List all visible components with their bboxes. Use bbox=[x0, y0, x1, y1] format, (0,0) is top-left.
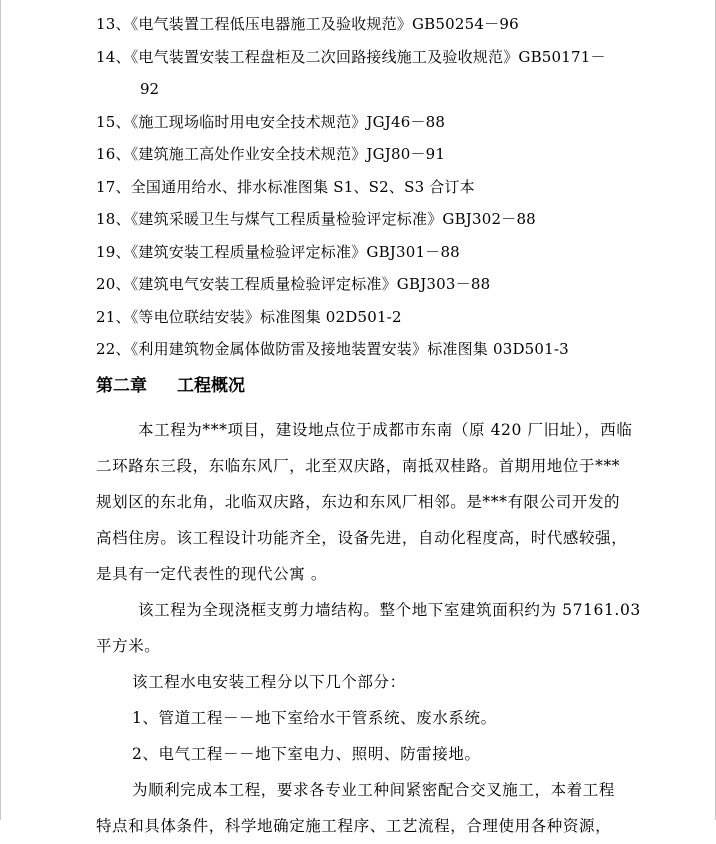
list-item: 1、管道工程－－地下室给水干管系统、废水系统。 bbox=[132, 708, 497, 727]
reference-item: 20、《建筑电气安装工程质量检验评定标准》GBJ303－88 bbox=[96, 275, 491, 293]
reference-item: 16、《建筑施工高处作业安全技术规范》JGJ80－91 bbox=[96, 145, 446, 163]
scope-paragraph bbox=[96, 664, 642, 700]
paragraph-line: 本工程为***项目，建设地点位于成都市东南（原 420 厂旧址），西临 bbox=[138, 420, 633, 439]
reference-item: 14、《电气装置安装工程盘柜及二次回路接线施工及验收规范》GB50171－ bbox=[96, 47, 606, 66]
project-overview-paragraph bbox=[96, 412, 642, 592]
reference-item: 13、《电气装置工程低压电器施工及验收规范》GB50254－96 bbox=[96, 15, 519, 33]
reference-item: 22、《利用建筑物金属体做防雷及接地装置安装》标准图集 03D501-3 bbox=[96, 340, 569, 358]
chapter-heading bbox=[96, 368, 642, 404]
paragraph-line: 该工程为全现浇框支剪力墙结构。整个地下室建筑面积约为 57161.03 bbox=[138, 600, 641, 619]
reference-item: 19、《建筑安装工程质量检验评定标准》GBJ301－88 bbox=[96, 242, 460, 261]
page-left-edge bbox=[0, 0, 1, 820]
paragraph-line: 高档住房。该工程设计功能齐全，设备先进，自动化程度高，时代感较强， bbox=[96, 528, 628, 547]
structure-paragraph bbox=[96, 592, 642, 664]
paragraph-line: 特点和具体条件，科学地确定施工程序、工艺流程，合理使用各种资源， bbox=[96, 816, 612, 835]
construction-paragraph bbox=[96, 772, 642, 844]
paragraph-line: 是具有一定代表性的现代公寓 。 bbox=[96, 564, 327, 583]
scope-list bbox=[96, 700, 642, 772]
document-page bbox=[96, 8, 642, 844]
paragraph-line: 规划区的东北角，北临双庆路，东边和东风厂相邻。是***有限公司开发的 bbox=[96, 492, 621, 511]
reference-item-continuation: 92 bbox=[140, 80, 160, 98]
paragraph-line: 该工程水电安装工程分以下几个部分： bbox=[132, 672, 406, 691]
paragraph-line: 为顺利完成本工程，要求各专业工种间紧密配合交叉施工，本着工程 bbox=[132, 780, 616, 799]
reference-item: 15、《施工现场临时用电安全技术规范》JGJ46－88 bbox=[96, 112, 446, 131]
chapter-title: 工程概况 bbox=[177, 375, 245, 396]
paragraph-line: 二环路东三段，东临东风厂，北至双庆路，南抵双桂路。首期用地位于*** bbox=[96, 456, 621, 475]
list-item: 2、电气工程－－地下室电力、照明、防雷接地。 bbox=[132, 744, 481, 763]
reference-item: 18、《建筑采暖卫生与煤气工程质量检验评定标准》GBJ302－88 bbox=[96, 210, 536, 228]
reference-item: 21、《等电位联结安装》标准图集 02D501-2 bbox=[96, 307, 402, 326]
reference-list bbox=[96, 8, 642, 366]
chapter-number: 第二章 bbox=[96, 375, 147, 396]
paragraph-line: 平方米。 bbox=[96, 636, 161, 655]
reference-item: 17、全国通用给水、排水标准图集 S1、S2、S3 合订本 bbox=[96, 177, 475, 196]
